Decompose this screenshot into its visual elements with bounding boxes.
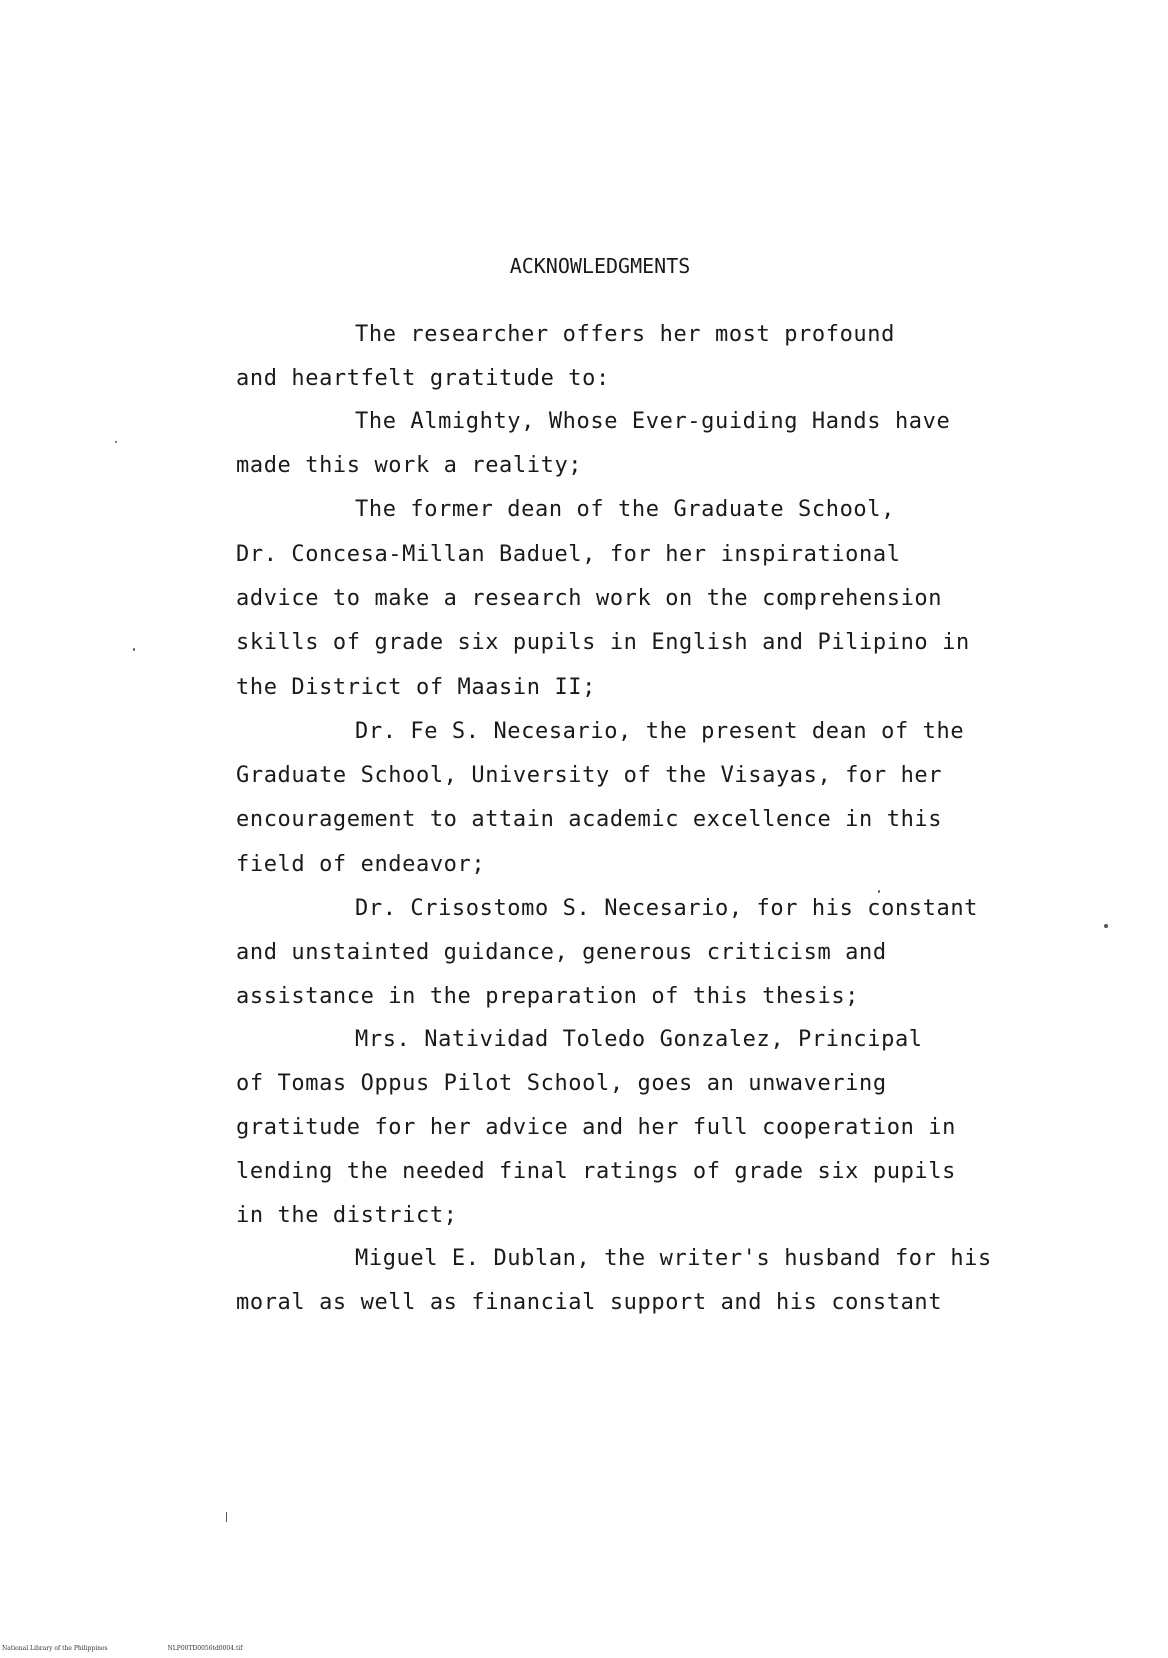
text-line: The former dean of the Graduate School, — [355, 497, 895, 522]
text-line: The Almighty, Whose Ever-guiding Hands have — [355, 409, 951, 434]
text-line: Graduate School, University of the Visayas, for her — [236, 763, 943, 788]
text-line: Dr. Fe S. Necesario, the present dean of the — [355, 719, 965, 744]
text-line: Dr. Concesa-Millan Baduel, for her inspirational — [236, 542, 901, 567]
footer-library: National Library of the Philippines — [2, 1645, 108, 1652]
page-title: ACKNOWLEDGMENTS — [509, 254, 691, 278]
text-line: Mrs. Natividad Toledo Gonzalez, Principal — [355, 1027, 923, 1052]
text-line: of Tomas Oppus Pilot School, goes an unwavering — [236, 1071, 887, 1096]
scan-speck — [878, 890, 880, 893]
footer-file-id: NLP00TD0056td0004.tif — [167, 1645, 243, 1652]
text-line: in the district; — [236, 1203, 458, 1228]
scan-speck — [115, 441, 117, 443]
text-line: made this work a reality; — [236, 453, 583, 478]
text-line: encouragement to attain academic excellence in this — [236, 807, 943, 832]
text-line: and unstainted guidance, generous criticism and — [236, 940, 887, 965]
text-line: field of endeavor; — [236, 852, 486, 877]
text-line: skills of grade six pupils in English and Pilipino in — [236, 630, 970, 655]
text-line: moral as well as financial support and his constant — [236, 1290, 943, 1315]
text-line: Miguel E. Dublan, the writer's husband for his — [355, 1246, 992, 1271]
scan-speck — [226, 1512, 227, 1522]
text-line: and heartfelt gratitude to: — [236, 366, 610, 391]
text-line: advice to make a research work on the comprehension — [236, 586, 943, 611]
text-line: gratitude for her advice and her full cooperation in — [236, 1115, 956, 1140]
scan-speck — [1104, 924, 1108, 928]
scan-footer — [2, 1645, 301, 1652]
text-line: lending the needed final ratings of grade six pupils — [236, 1159, 956, 1184]
text-line: assistance in the preparation of this thesis; — [236, 984, 860, 1009]
text-line: the District of Maasin II; — [236, 675, 596, 700]
scan-speck — [133, 648, 135, 651]
text-line: Dr. Crisostomo S. Necesario, for his constant — [355, 896, 979, 921]
text-line: The researcher offers her most profound — [355, 322, 895, 347]
